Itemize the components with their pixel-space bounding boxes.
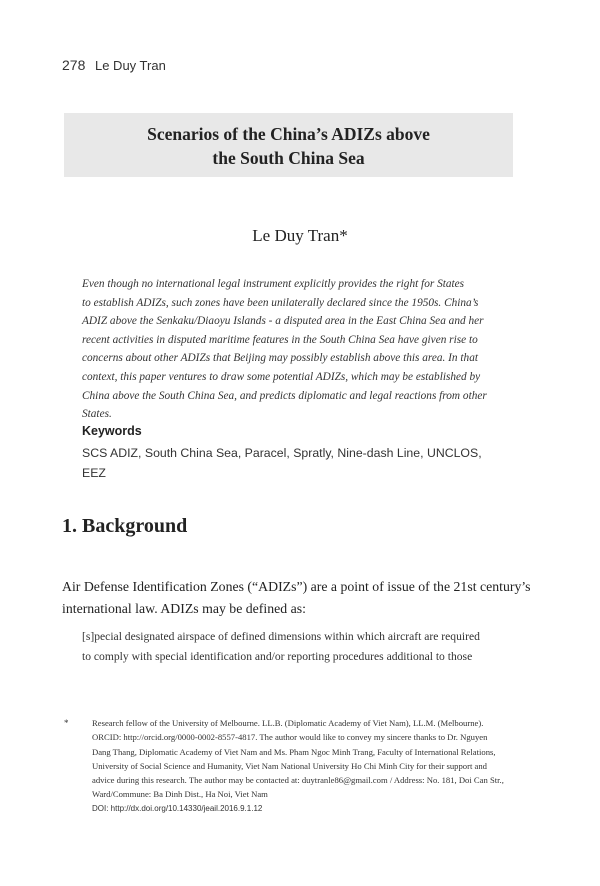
abstract bbox=[82, 275, 517, 424]
running-head-author: Le Duy Tran bbox=[94, 58, 166, 73]
footnote bbox=[92, 716, 504, 816]
abstract-line: States. bbox=[82, 408, 112, 421]
doi-link[interactable]: DOI: http://dx.doi.org/10.14330/jeail.2016.9.1.12 bbox=[92, 803, 263, 813]
keywords-list bbox=[82, 444, 482, 483]
body-line: international law. ADIZs may be defined as: bbox=[62, 600, 306, 616]
abstract-line: recent activities in disputed maritime features in the South China Sea have given rise to bbox=[82, 333, 478, 346]
page-number: 278 bbox=[62, 57, 86, 73]
abstract-line: ADIZ above the Senkaku/Diaoyu Islands - a disputed area in the East China Sea and her bbox=[82, 315, 484, 328]
footnote-line: Research fellow of the University of Melbourne. LL.B. (Diplomatic Academy of Viet Nam), LL.M. (Melbourne). bbox=[92, 718, 484, 728]
footnote-mark: * bbox=[64, 718, 69, 728]
footnote-line: Ward/Commune: Ba Dinh Dist., Ha Noi, Viet Nam bbox=[92, 789, 268, 800]
footnote-line: University of Social Science and Humanity, Viet Nam National University Ho Chi Minh City for their support and bbox=[92, 760, 487, 771]
footnote-line: advice during this research. The author may be contacted at: duytranle86@gmail.com / Address: No. 181, Doi Can Str., bbox=[92, 775, 504, 786]
keywords-heading: Keywords bbox=[82, 424, 142, 438]
running-head bbox=[62, 57, 166, 73]
title-box bbox=[64, 113, 513, 177]
footnote-line: Dang Thang, Diplomatic Academy of Viet Nam and Ms. Pham Ngoc Minh Trang, Faculty of International Relations, bbox=[92, 746, 496, 757]
abstract-line: China above the South China Sea, and predicts diplomatic and legal reactions from other bbox=[82, 389, 487, 402]
section-heading: 1. Background bbox=[62, 515, 188, 537]
quote-line: [s]pecial designated airspace of defined dimensions within which aircraft are required bbox=[82, 630, 480, 643]
abstract-line: Even though no international legal instrument explicitly provides the right for States bbox=[82, 278, 465, 290]
block-quote bbox=[82, 627, 480, 667]
keywords-line: SCS ADIZ, South China Sea, Paracel, Spratly, Nine-dash Line, UNCLOS, bbox=[82, 446, 482, 460]
article-title-line-2: the South China Sea bbox=[212, 148, 365, 168]
abstract-line: concerns about other ADIZs that Beijing may possibly establish above this area. In that bbox=[82, 352, 478, 365]
article-title-line-1: Scenarios of the China’s ADIZs above bbox=[147, 124, 430, 144]
author-name: Le Duy Tran* bbox=[252, 226, 348, 245]
body-line: Air Defense Identification Zones (“ADIZs”) are a point of issue of the 21st century’s bbox=[62, 579, 531, 594]
quote-line: to comply with special identification and/or reporting procedures additional to those bbox=[82, 650, 473, 663]
abstract-line: to establish ADIZs, such zones have been unilaterally declared since the 1950s. China’s bbox=[82, 296, 479, 309]
keywords-line: EEZ bbox=[82, 465, 106, 480]
footnote-line: ORCID: http://orcid.org/0000-0002-8557-4817. The author would like to convey my sincere thanks to Dr. Nguyen bbox=[92, 732, 488, 743]
body-paragraph bbox=[62, 576, 531, 619]
abstract-line: context, this paper ventures to draw some potential ADIZs, which may be established by bbox=[82, 370, 481, 383]
